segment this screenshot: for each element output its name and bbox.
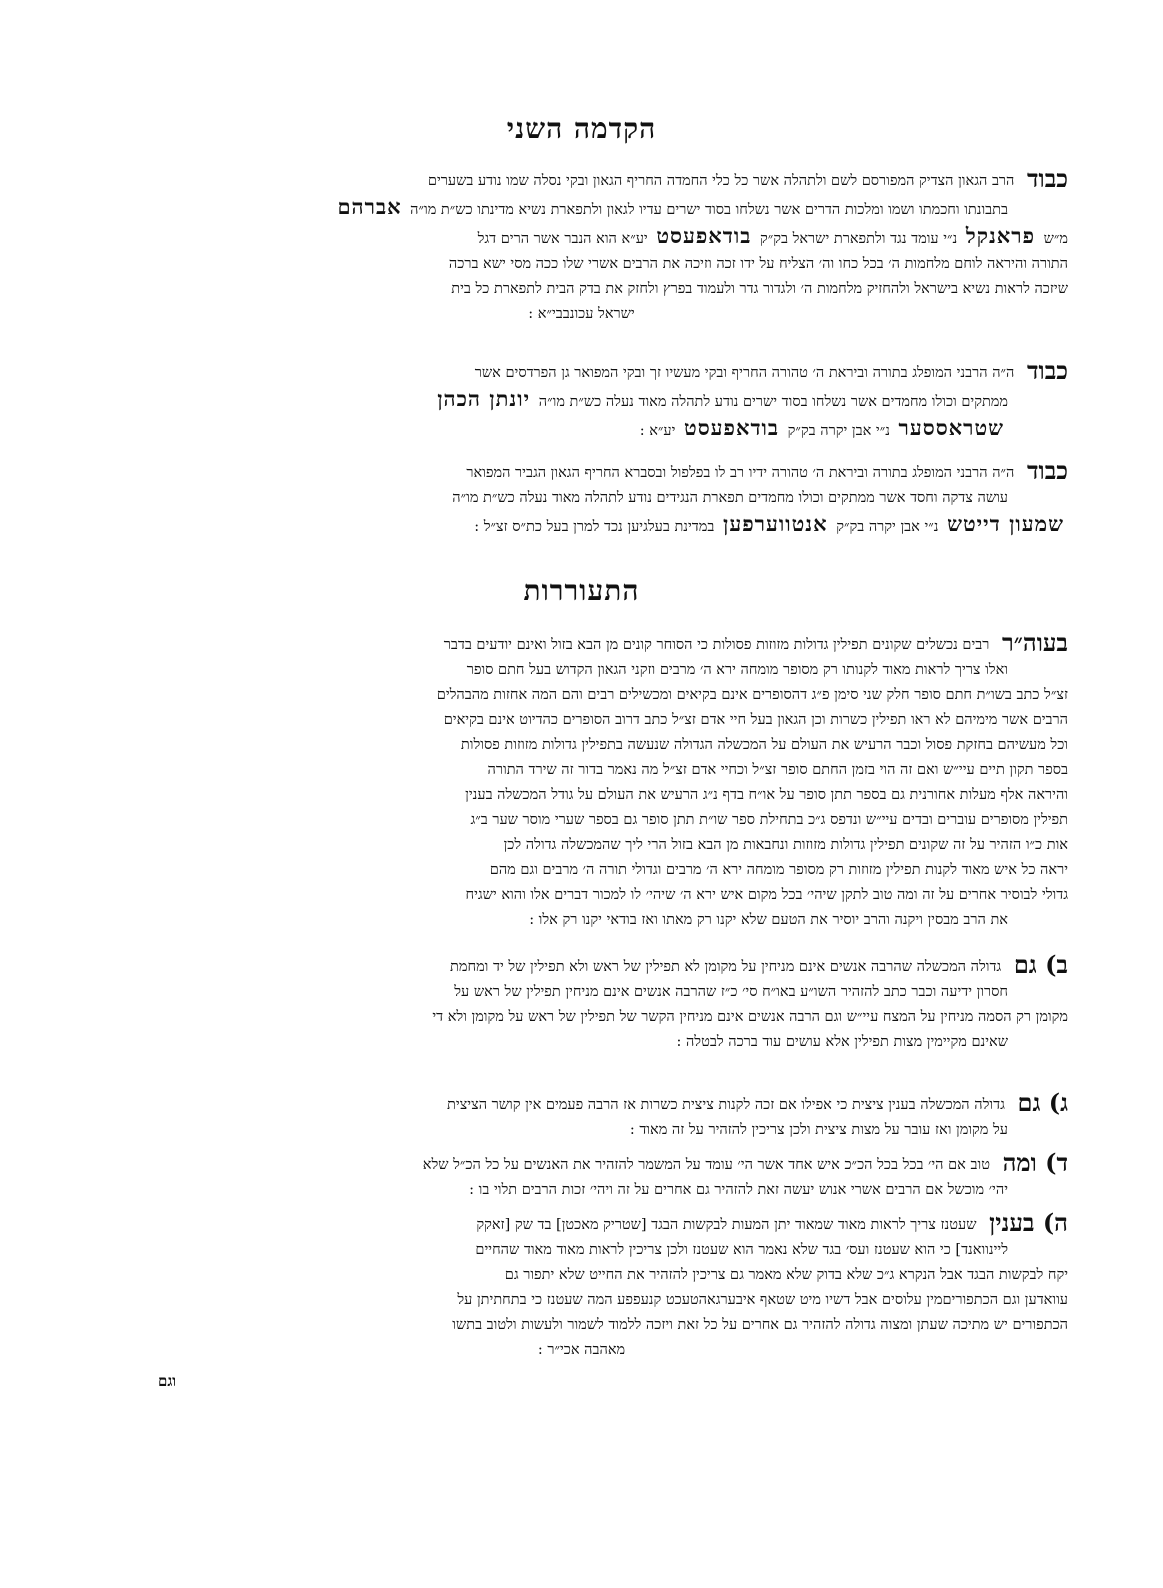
paragraph-line: על מקומן ואז עובר על מצות ציצית ולכן צריכין להזהיר על זה מאוד : <box>629 1122 1008 1138</box>
paragraph-line <box>95 511 1068 540</box>
paragraph-line <box>95 458 1068 486</box>
paragraph-line <box>95 194 1068 223</box>
lead-word: ד) ומה <box>1002 1150 1068 1177</box>
lead-word: בעוה״ר <box>1002 630 1068 657</box>
text-line: הרב הגאון הצדיק המפורסם לשם ולתהלה אשר כל כלי החמדה החריף הגאון ובקי נסלה שמו נודע בשערים <box>427 173 1015 189</box>
paragraph-line: בספר תקון תיים עיי״ש ואם זה הוי בזמן החתם סופר זצ״ל וכחיי אדם זצ״ל מה נאמר בדור זה שירד התורה <box>487 762 1068 778</box>
text-line: ה״ה הרבני המופלג בתורה וביראת ה׳ טהורה החריף ובקי מעשיו זך ובקי המפואר גן הפרדסים אשר <box>474 365 1015 381</box>
paragraph-line <box>95 223 1068 252</box>
paragraph-line: אות כ״ו הזהיר על זה שקונים תפילין גדולות מזוזות ונחבאות מן הבא בזול הרי ליך שהמכשלה גדולה לכן <box>503 837 1068 853</box>
text-line: בתבונתו וחכמתו ושמו ומלכות הדרים אשר נשלחו בסוד ישרים עדיו לגאון ולתפארת נשיא מדינתו כש״ת מו״ה <box>410 202 1008 218</box>
paragraph-line <box>95 952 1068 980</box>
text-line: רבים נכשלים שקונים תפילין גדולות מזוזות פסולות כי הסוחר קונים מן הבא בזול ואינם יודעים בדבר <box>443 637 990 653</box>
text-fragment: במדינת בעלגיען נכד למרן בעל כת״ס זצ״ל : <box>474 519 715 535</box>
approbation-paragraph-3 <box>95 458 1068 540</box>
awakening-paragraph-2 <box>95 952 1068 1055</box>
paragraph-line: עושה צדקה וחסד אשר ממתקים וכולו מחמדים תפארת הנגידים נודע לתהלה מאוד נעלה כש״ת מו״ה <box>452 490 1008 506</box>
text-line: טוב אם הי׳ בכל בכל הכ״כ איש אחד אשר הי׳ עומד על המשמר להזהיר את האנשים על כל הכ״ל שלא <box>422 1157 990 1173</box>
text-fragment: מ״ש <box>1043 231 1068 247</box>
lead-word: ב) גם <box>1013 952 1068 979</box>
text-line: ה״ה הרבני המופלג בתורה וביראת ה׳ טהורה ידיו רב לו בפלפול ובסברא החריף הגאון הגביר המפואר <box>466 465 1015 481</box>
paragraph-line: ישראל עכונבבי״א : <box>528 306 635 322</box>
paragraph-line: עוואדען וגם הכתפוריםמין עלוסים אבל דשיו מיט שטאף איבערגאהטעכט קנעפפע המה שעטנז כי בתחתיתן על <box>457 1292 1068 1308</box>
paragraph-line: יקח לבקשות הבגד אבל הנקרא ג״כ שלא בדוק שלא מאמר גם צריכין להזהיר את החייט שלא יתפור גם <box>504 1267 1068 1283</box>
paragraph-line: הכתפורים יש מתיכה שעתן ומצוה גדולה להזהיר גם אחרים על כל זאת ויזכה ללמוד לשמור ולעשות ולטוב בתשו <box>452 1317 1068 1333</box>
awakening-paragraph-3 <box>95 1090 1068 1143</box>
rabbi-name: יונתן הכהן <box>437 386 531 411</box>
awakening-paragraph-4 <box>95 1150 1068 1203</box>
paragraph-line <box>95 166 1068 194</box>
paragraph-line <box>95 630 1068 658</box>
title-awakening: התעוררות <box>523 574 640 607</box>
paragraph-line <box>95 358 1068 386</box>
awakening-paragraph-5 <box>95 1210 1068 1363</box>
text-line: שעטנז צריך לראות מאוד שמאוד יתן המעות לבקשות הבגד [שטריק מאכטן] בד שק [זאקק <box>476 1217 977 1233</box>
paragraph-line: את הרב מבסין ויקנה והרב יוסיר את הטעם שלא יקנו רק מאתו ואז בודאי יקנו רק אלו : <box>529 912 1008 928</box>
lead-word: כבוד <box>1027 458 1068 485</box>
text-fragment: יע״א הוא הנבר אשר הרים דגל <box>477 231 648 247</box>
city-name: בודאפעסט <box>656 223 752 248</box>
rabbi-name: שטראססער <box>898 415 1004 440</box>
approbation-paragraph-2 <box>95 358 1068 444</box>
paragraph-line: יראה כל איש מאוד לקנות תפילין מזוזות רק מסופר מומחה ירא ה׳ מרבים וגדולי תורה ה׳ מרבים וגם מהם <box>489 862 1068 878</box>
paragraph-line: תפילין מסופרים עוברים ובדים עיי״ש ונדפס ג״כ בתחילת ספר שו״ת תתן סופר גם בספר שערי מוסר שער ב״ג <box>470 812 1068 828</box>
text-fragment: נ״י אבן יקרה בק״ק <box>787 423 890 439</box>
paragraph-line: והיראה אלף מעלות אחורנית גם בספר תתן סופר על או״ח בדף נ״ג הרעיש את העולם על גודל המכשלה בענין <box>465 787 1068 803</box>
paragraph-line: מאהבה אכי״ר : <box>537 1342 626 1358</box>
paragraph-line: שאינם מקיימין מצות תפילין אלא עושים עוד ברכה לבטלה : <box>676 1034 1008 1050</box>
catchword: וגם <box>158 1372 177 1390</box>
lead-word: כבוד <box>1027 358 1068 385</box>
text-fragment: יע״א : <box>639 423 676 439</box>
paragraph-line: וכל מעשיהם בחזקת פסול וכבר הרעיש את העולם על המכשלה הגדולה שנעשה בתפילין גדולות מזוזות פסולות <box>460 737 1068 753</box>
text-fragment: נ״י אבן יקרה בק״ק <box>836 519 939 535</box>
lead-word: ג) גם <box>1017 1090 1068 1117</box>
city-name: אנטווערפען <box>722 511 828 536</box>
rabbi-name: אברהם <box>337 194 402 219</box>
rabbi-name: פראנקל <box>965 223 1036 248</box>
text-fragment: נ״י עומד נגד ולתפארת ישראל בק״ק <box>759 231 958 247</box>
lead-word: כבוד <box>1027 166 1068 193</box>
text-line: ממתקים וכולו מחמדים אשר נשלחו בסוד ישרים נודע לתהלה מאוד נעלה כש״ת מו״ה <box>538 394 1008 410</box>
paragraph-line: ואלו צריך לראות מאוד לקנותו רק מסופר מומחה ירא ה׳ מרבים וזקני הגאון הקדוש בעל חתם סופר <box>466 662 1008 678</box>
paragraph-line <box>95 1210 1068 1238</box>
paragraph-line <box>95 1090 1068 1118</box>
paragraph-line: זצ״ל כתב בשו״ת חתם סופר חלק שני סימן פ״ג דהסופרים אינם בקיאים ומכשילים רבים והם המה אחזות מהבהלים <box>436 687 1068 703</box>
approbation-paragraph-1 <box>95 166 1068 327</box>
awakening-paragraph-1 <box>95 630 1068 933</box>
paragraph-line <box>95 1150 1068 1178</box>
paragraph-line: שיזכה לראות נשיא בישראל ולהחזיק מלחמות ה׳ ולגדור גדר ולעמוד בפרץ ולחזק את בדק הבית לתפארת כל בית <box>451 281 1068 297</box>
paragraph-line: גדולי לבוסיר אחרים על זה ומה טוב לתקן שיהי׳ בכל מקום איש ירא ה׳ שיהי׳ לו למכור דברים אלו והוא ישגיח <box>465 887 1068 903</box>
paragraph-line: מקומן רק הסמה מניחין על המצח עיי״ש וגם הרבה אנשים אינם מניחין הקשר של תפילין של ראש על מקומן ולא די <box>432 1009 1068 1025</box>
paragraph-line <box>95 415 1068 444</box>
paragraph-line: ליינוואנד] כי הוא שעטנז ועס׳ בגד שלא נאמר הוא שעטנז ולכן צריכין לראות מאוד מאוד שהחיים <box>475 1242 1008 1258</box>
lead-word: ה) בענין <box>989 1210 1068 1237</box>
paragraph-line <box>95 386 1068 415</box>
rabbi-name: שמעון דייטש <box>947 511 1064 536</box>
text-line: גדולה המכשלה שהרבה אנשים אינם מניחין על מקומן לא תפילין של ראש ולא תפילין של יד ומחמת <box>450 959 1002 975</box>
paragraph-line: הרבים אשר מימיהם לא ראו תפילין כשרות וכן הגאון בעל חיי אדם זצ״ל כתב דרוב הסופרים כהדיוט אינם בקיאים <box>443 712 1068 728</box>
paragraph-line: חסרון ידיעה וכבר כתב להזהיר השו״ע באו״ח סי׳ כ״ז שהרבה אנשים אינם מניחין תפילין של ראש על <box>454 984 1008 1000</box>
city-name: בודאפעסט <box>684 415 780 440</box>
paragraph-line: יהי׳ מוכשל אם הרבים אשרי אנוש יעשה זאת להזהיר גם אחרים על זה ויהי׳ זכות הרבים תלוי בו : <box>469 1182 1008 1198</box>
text-line: גדולה המכשלה בענין ציצית כי אפילו אם זכה לקנות ציצית כשרות אז הרבה פעמים אין קושר הציצית <box>447 1097 1005 1113</box>
paragraph-line: התורה והיראה לוחם מלחמות ה׳ בכל כחו וה׳ הצליח על ידו זכה וזיכה את הרבים אשרי שלו ככה מסי ישא ברכה <box>448 256 1068 272</box>
title-second-introduction: הקדמה השני <box>506 112 657 145</box>
